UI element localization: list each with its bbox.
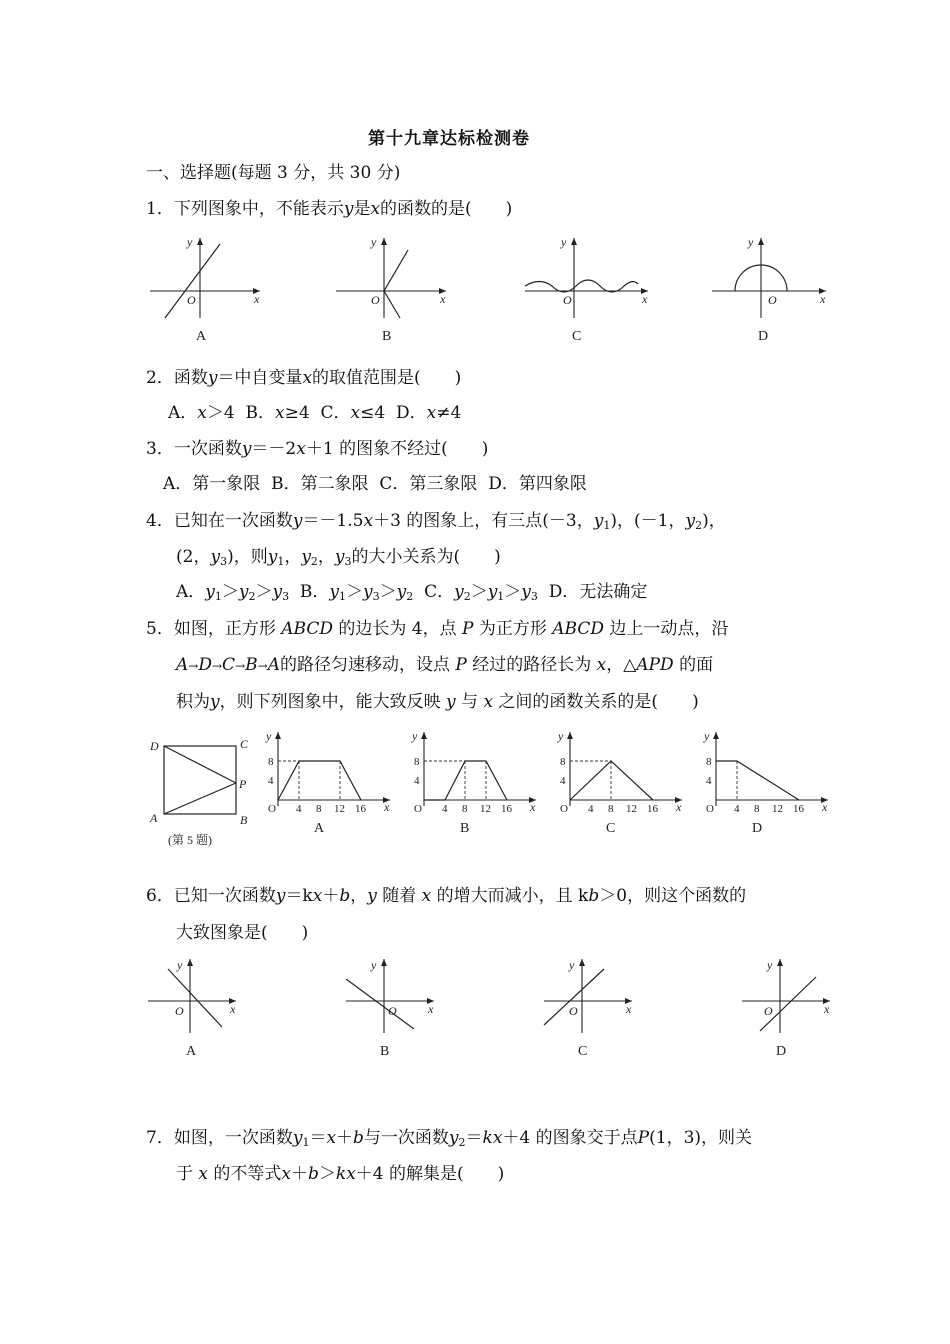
option-label-a: A [186,1044,197,1059]
origin-label: O [187,293,196,307]
question-2-options: A．x＞4 B．x≥4 C．x≤4 D．x≠4 [168,403,462,423]
question-6: 6．已知一次函数y＝kx＋b，y 随着 x 的增大而减小，且 kb＞0，则这个函数的 [146,886,747,906]
vertex-a: A [150,811,158,825]
svg-text:x: x [626,1002,632,1016]
svg-text:x: x [530,800,536,814]
question-3: 3．一次函数y＝－2x＋1 的图象不经过( ) [146,439,489,459]
q1-graph-a [150,235,260,344]
option-label-c: C [578,1044,588,1059]
svg-text:y: y [767,958,773,972]
svg-text:O: O [560,803,568,815]
svg-text:O: O [175,1004,184,1018]
y-label: y [748,235,754,249]
option-label-a: A [314,821,325,836]
question-4-line-2: (2，$y_3$)，则$y_1$，$y_2$，$y_3$的大小关系为( ) [176,547,501,568]
q6-graph-b [346,958,434,1059]
question-7-line-2: 于 x 的不等式x＋b＞kx＋4 的解集是( ) [176,1164,505,1184]
option-label-d: D [758,329,769,344]
svg-text:O: O [388,1004,397,1018]
svg-text:12: 12 [334,803,345,815]
svg-text:4: 4 [442,803,448,815]
svg-text:4: 4 [414,775,420,787]
svg-text:8: 8 [754,803,760,815]
q1-graph-c [525,235,648,344]
q6-graph-a [148,958,236,1059]
x-label: x [254,292,260,306]
y-label: y [187,235,193,249]
svg-text:y: y [569,958,575,972]
origin-label: O [371,293,380,307]
option-label-a: A [196,329,207,344]
vertex-d: D [150,739,159,753]
svg-text:O: O [706,803,714,815]
svg-text:16: 16 [501,803,512,815]
svg-text:y: y [266,729,272,743]
vertex-b: B [240,813,248,827]
point-p: P [239,777,247,791]
y-label: y [371,235,377,249]
question-6-line-2: 大致图象是( ) [176,923,309,943]
svg-text:12: 12 [626,803,637,815]
svg-text:16: 16 [793,803,804,815]
svg-text:O: O [569,1004,578,1018]
option-label-c: C [572,329,582,344]
vertex-c: C [240,737,249,751]
option-label-d: D [776,1044,787,1059]
svg-text:16: 16 [355,803,366,815]
option-label-b: B [382,329,392,344]
q5-graph-b [411,729,536,836]
question-5: 5．如图，正方形 ABCD 的边长为 4，点 P 为正方形 ABCD 边上一动点，沿 [146,619,729,639]
svg-text:4: 4 [296,803,302,815]
question-2: 2．函数y＝中自变量x的取值范围是( ) [146,368,462,388]
svg-text:8: 8 [560,756,566,768]
question-5-line-3: 积为y，则下列图象中，能大致反映 y 与 x 之间的函数关系的是( ) [176,692,699,712]
q6-option-graphs [140,955,840,1065]
svg-text:x: x [822,800,828,814]
svg-text:8: 8 [268,756,274,768]
q5-graph-a [265,729,390,836]
svg-text:x: x [230,1002,236,1016]
svg-text:y: y [177,958,183,972]
q5-figures [140,728,840,853]
q1-graph-b [336,235,446,344]
svg-text:16: 16 [647,803,658,815]
svg-text:x: x [428,1002,434,1016]
q6-graph-c [544,958,632,1059]
svg-text:4: 4 [706,775,712,787]
q5-graph-c [557,729,682,836]
svg-text:4: 4 [560,775,566,787]
svg-text:4: 4 [734,803,740,815]
svg-text:x: x [676,800,682,814]
svg-text:y: y [558,729,564,743]
svg-text:8: 8 [608,803,614,815]
svg-text:x: x [384,800,390,814]
svg-text:4: 4 [268,775,274,787]
question-4-options: A．$y_1>y_2>y_3$ B．$y_1>y_3>y_2$ C．$y_2>y_1>y_3$ D．无法确定 [176,582,648,603]
page-title: 第十九章达标检测卷 [368,129,530,149]
question-5-line-2: A→D→C→B→A的路径匀速移动，设点 P 经过的路径长为 x，△APD 的面 [176,655,714,675]
x-label: x [642,292,648,306]
svg-text:8: 8 [414,756,420,768]
svg-text:O: O [764,1004,773,1018]
svg-text:x: x [824,1002,830,1016]
svg-text:O: O [268,803,276,815]
svg-text:8: 8 [316,803,322,815]
x-label: x [820,292,826,306]
question-7: 7．如图，一次函数$y_1=x+b$与一次函数$y_2=kx+4$ 的图象交于点P(1，3)，则关 [146,1128,753,1149]
section-heading: 一、选择题(每题 3 分，共 30 分) [146,163,401,183]
origin-label: O [563,293,572,307]
q1-option-graphs [140,232,830,347]
svg-text:8: 8 [462,803,468,815]
question-3-options: A．第一象限 B．第二象限 C．第三象限 D．第四象限 [163,474,587,494]
option-label-b: B [380,1044,390,1059]
q1-graph-d [712,235,826,344]
svg-text:12: 12 [480,803,491,815]
svg-text:4: 4 [588,803,594,815]
svg-text:8: 8 [706,756,712,768]
y-label: y [561,235,567,249]
svg-text:y: y [704,729,710,743]
option-label-d: D [752,821,763,836]
svg-text:12: 12 [772,803,783,815]
question-4: 4．已知在一次函数y＝－1.5x＋3 的图象上，有三点(－3，$y_1$)，(－1，$y_2$)， [146,511,726,532]
x-label: x [440,292,446,306]
svg-text:y: y [412,729,418,743]
question-1: 1．下列图象中，不能表示y是x的函数的是( ) [146,199,513,219]
q5-graph-d [703,729,828,836]
option-label-b: B [460,821,470,836]
option-label-c: C [606,821,616,836]
origin-label: O [768,293,777,307]
svg-text:O: O [414,803,422,815]
q5-square-figure [149,737,249,847]
figure-caption: (第 5 题) [168,833,212,847]
svg-text:y: y [371,958,377,972]
q6-graph-d [742,958,830,1059]
